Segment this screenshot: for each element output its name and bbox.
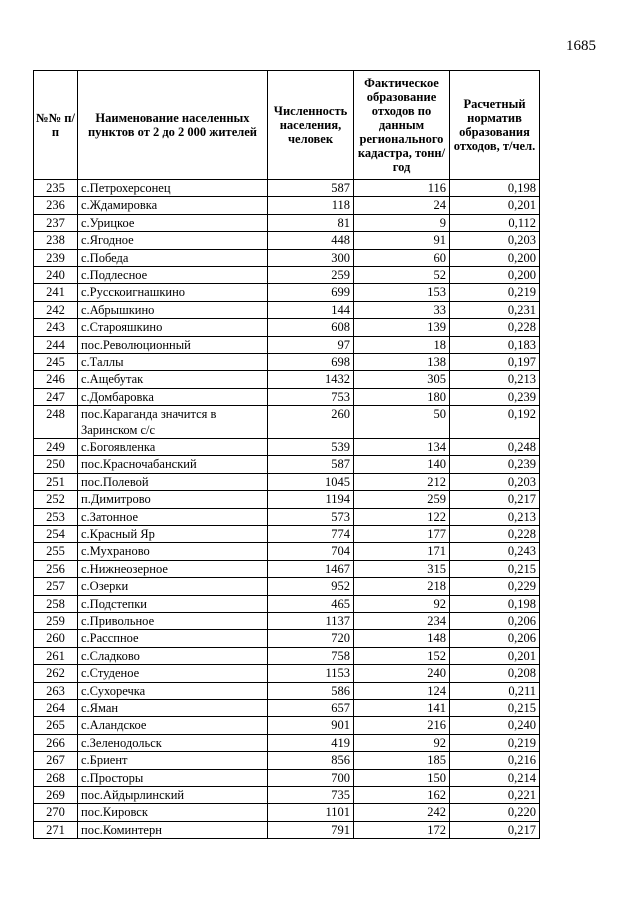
settlement-name: с.Победа bbox=[78, 249, 268, 266]
row-number: 249 bbox=[34, 439, 78, 456]
norm-value: 0,240 bbox=[450, 717, 540, 734]
norm-value: 0,198 bbox=[450, 595, 540, 612]
settlement-name: с.Русскоигнашкино bbox=[78, 284, 268, 301]
population-value: 720 bbox=[268, 630, 354, 647]
row-number: 241 bbox=[34, 284, 78, 301]
settlement-name: с.Мухраново bbox=[78, 543, 268, 560]
waste-value: 92 bbox=[354, 734, 450, 751]
settlement-name: с.Подлесное bbox=[78, 266, 268, 283]
table-row bbox=[34, 508, 540, 525]
settlement-name: п.Димитрово bbox=[78, 491, 268, 508]
norm-value: 0,203 bbox=[450, 232, 540, 249]
waste-value: 177 bbox=[354, 526, 450, 543]
table-row bbox=[34, 319, 540, 336]
waste-value: 122 bbox=[354, 508, 450, 525]
table-row bbox=[34, 284, 540, 301]
settlement-name: с.Ягодное bbox=[78, 232, 268, 249]
population-value: 704 bbox=[268, 543, 354, 560]
population-value: 1432 bbox=[268, 371, 354, 388]
settlement-name: с.Просторы bbox=[78, 769, 268, 786]
waste-value: 116 bbox=[354, 180, 450, 197]
population-value: 587 bbox=[268, 456, 354, 473]
norm-value: 0,228 bbox=[450, 319, 540, 336]
waste-value: 124 bbox=[354, 682, 450, 699]
table-row bbox=[34, 197, 540, 214]
norm-value: 0,248 bbox=[450, 439, 540, 456]
row-number: 264 bbox=[34, 699, 78, 716]
norm-value: 0,206 bbox=[450, 612, 540, 629]
waste-value: 305 bbox=[354, 371, 450, 388]
waste-value: 212 bbox=[354, 473, 450, 490]
settlement-name: с.Ждамировка bbox=[78, 197, 268, 214]
table-row bbox=[34, 336, 540, 353]
settlement-name: пос.Кировск bbox=[78, 804, 268, 821]
norm-value: 0,229 bbox=[450, 578, 540, 595]
waste-value: 140 bbox=[354, 456, 450, 473]
population-value: 144 bbox=[268, 301, 354, 318]
row-number: 259 bbox=[34, 612, 78, 629]
table-row bbox=[34, 180, 540, 197]
settlement-name: с.Зеленодольск bbox=[78, 734, 268, 751]
waste-value: 24 bbox=[354, 197, 450, 214]
population-value: 657 bbox=[268, 699, 354, 716]
table-row bbox=[34, 630, 540, 647]
table-row bbox=[34, 439, 540, 456]
population-value: 260 bbox=[268, 406, 354, 439]
table-row bbox=[34, 647, 540, 664]
settlement-name: пос.Красночабанский bbox=[78, 456, 268, 473]
population-value: 1137 bbox=[268, 612, 354, 629]
header-waste-norm: Расчетный норматив образования отходов, т/чел. bbox=[450, 71, 540, 180]
population-value: 735 bbox=[268, 786, 354, 803]
waste-value: 242 bbox=[354, 804, 450, 821]
waste-value: 134 bbox=[354, 439, 450, 456]
row-number: 253 bbox=[34, 508, 78, 525]
waste-value: 60 bbox=[354, 249, 450, 266]
table-row bbox=[34, 543, 540, 560]
waste-value: 315 bbox=[354, 560, 450, 577]
norm-value: 0,239 bbox=[450, 456, 540, 473]
row-number: 236 bbox=[34, 197, 78, 214]
settlement-name: с.Урицкое bbox=[78, 214, 268, 231]
table-row bbox=[34, 388, 540, 405]
population-value: 118 bbox=[268, 197, 354, 214]
waste-value: 234 bbox=[354, 612, 450, 629]
settlement-name: с.Студеное bbox=[78, 665, 268, 682]
row-number: 270 bbox=[34, 804, 78, 821]
waste-value: 216 bbox=[354, 717, 450, 734]
population-value: 952 bbox=[268, 578, 354, 595]
settlement-name: с.Домбаровка bbox=[78, 388, 268, 405]
table-body bbox=[34, 180, 540, 839]
settlements-waste-table bbox=[33, 70, 540, 839]
settlement-name: с.Богоявленка bbox=[78, 439, 268, 456]
norm-value: 0,221 bbox=[450, 786, 540, 803]
waste-value: 152 bbox=[354, 647, 450, 664]
row-number: 238 bbox=[34, 232, 78, 249]
waste-value: 148 bbox=[354, 630, 450, 647]
table-row bbox=[34, 491, 540, 508]
settlement-name: с.Затонное bbox=[78, 508, 268, 525]
population-value: 774 bbox=[268, 526, 354, 543]
header-settlement-name: Наименование населенных пунктов от 2 до 2 000 жителей bbox=[78, 71, 268, 180]
population-value: 753 bbox=[268, 388, 354, 405]
settlement-name: с.Сухоречка bbox=[78, 682, 268, 699]
settlement-name: пос.Революционный bbox=[78, 336, 268, 353]
norm-value: 0,219 bbox=[450, 734, 540, 751]
norm-value: 0,208 bbox=[450, 665, 540, 682]
row-number: 267 bbox=[34, 752, 78, 769]
table-header-row bbox=[34, 71, 540, 180]
row-number: 263 bbox=[34, 682, 78, 699]
table-row bbox=[34, 406, 540, 439]
row-number: 239 bbox=[34, 249, 78, 266]
norm-value: 0,243 bbox=[450, 543, 540, 560]
settlement-name: с.Озерки bbox=[78, 578, 268, 595]
settlement-name: с.Аландское bbox=[78, 717, 268, 734]
settlement-name: с.Красный Яр bbox=[78, 526, 268, 543]
row-number: 251 bbox=[34, 473, 78, 490]
settlement-name: пос.Коминтерн bbox=[78, 821, 268, 838]
table-row bbox=[34, 301, 540, 318]
row-number: 252 bbox=[34, 491, 78, 508]
norm-value: 0,197 bbox=[450, 353, 540, 370]
waste-value: 162 bbox=[354, 786, 450, 803]
table-row bbox=[34, 612, 540, 629]
waste-value: 259 bbox=[354, 491, 450, 508]
table-row bbox=[34, 682, 540, 699]
norm-value: 0,112 bbox=[450, 214, 540, 231]
table-row bbox=[34, 371, 540, 388]
norm-value: 0,215 bbox=[450, 560, 540, 577]
waste-value: 91 bbox=[354, 232, 450, 249]
table-row bbox=[34, 560, 540, 577]
population-value: 856 bbox=[268, 752, 354, 769]
norm-value: 0,192 bbox=[450, 406, 540, 439]
table-row bbox=[34, 752, 540, 769]
row-number: 250 bbox=[34, 456, 78, 473]
row-number: 256 bbox=[34, 560, 78, 577]
row-number: 258 bbox=[34, 595, 78, 612]
waste-value: 153 bbox=[354, 284, 450, 301]
population-value: 465 bbox=[268, 595, 354, 612]
settlement-name: с.Петрохерсонец bbox=[78, 180, 268, 197]
waste-value: 138 bbox=[354, 353, 450, 370]
waste-value: 141 bbox=[354, 699, 450, 716]
row-number: 268 bbox=[34, 769, 78, 786]
row-number: 269 bbox=[34, 786, 78, 803]
waste-value: 33 bbox=[354, 301, 450, 318]
population-value: 698 bbox=[268, 353, 354, 370]
settlement-name: с.Ащебутак bbox=[78, 371, 268, 388]
row-number: 235 bbox=[34, 180, 78, 197]
waste-value: 185 bbox=[354, 752, 450, 769]
norm-value: 0,217 bbox=[450, 491, 540, 508]
population-value: 901 bbox=[268, 717, 354, 734]
table-row bbox=[34, 717, 540, 734]
norm-value: 0,217 bbox=[450, 821, 540, 838]
population-value: 1194 bbox=[268, 491, 354, 508]
waste-value: 150 bbox=[354, 769, 450, 786]
norm-value: 0,216 bbox=[450, 752, 540, 769]
settlement-name: с.Расспное bbox=[78, 630, 268, 647]
table-row bbox=[34, 473, 540, 490]
table-row bbox=[34, 665, 540, 682]
row-number: 257 bbox=[34, 578, 78, 595]
row-number: 245 bbox=[34, 353, 78, 370]
settlement-name: пос.Караганда значится в Заринском с/с bbox=[78, 406, 268, 439]
norm-value: 0,203 bbox=[450, 473, 540, 490]
row-number: 266 bbox=[34, 734, 78, 751]
norm-value: 0,198 bbox=[450, 180, 540, 197]
header-population: Численность населения, человек bbox=[268, 71, 354, 180]
settlement-name: пос.Полевой bbox=[78, 473, 268, 490]
waste-value: 180 bbox=[354, 388, 450, 405]
settlement-name: с.Бриент bbox=[78, 752, 268, 769]
table-row bbox=[34, 699, 540, 716]
population-value: 419 bbox=[268, 734, 354, 751]
header-actual-waste: Фактическое образование отходов по данным регионального кадастра, тонн/год bbox=[354, 71, 450, 180]
population-value: 1045 bbox=[268, 473, 354, 490]
norm-value: 0,201 bbox=[450, 647, 540, 664]
population-value: 573 bbox=[268, 508, 354, 525]
settlement-name: с.Абрышкино bbox=[78, 301, 268, 318]
waste-value: 171 bbox=[354, 543, 450, 560]
row-number: 271 bbox=[34, 821, 78, 838]
population-value: 259 bbox=[268, 266, 354, 283]
waste-value: 9 bbox=[354, 214, 450, 231]
population-value: 1153 bbox=[268, 665, 354, 682]
norm-value: 0,213 bbox=[450, 508, 540, 525]
population-value: 300 bbox=[268, 249, 354, 266]
row-number: 248 bbox=[34, 406, 78, 439]
settlement-name: с.Яман bbox=[78, 699, 268, 716]
norm-value: 0,220 bbox=[450, 804, 540, 821]
table-row bbox=[34, 804, 540, 821]
settlement-name: с.Подстепки bbox=[78, 595, 268, 612]
waste-value: 92 bbox=[354, 595, 450, 612]
table-row bbox=[34, 595, 540, 612]
waste-value: 52 bbox=[354, 266, 450, 283]
norm-value: 0,200 bbox=[450, 249, 540, 266]
norm-value: 0,213 bbox=[450, 371, 540, 388]
norm-value: 0,239 bbox=[450, 388, 540, 405]
row-number: 243 bbox=[34, 319, 78, 336]
waste-value: 18 bbox=[354, 336, 450, 353]
row-number: 265 bbox=[34, 717, 78, 734]
norm-value: 0,214 bbox=[450, 769, 540, 786]
row-number: 247 bbox=[34, 388, 78, 405]
norm-value: 0,200 bbox=[450, 266, 540, 283]
row-number: 240 bbox=[34, 266, 78, 283]
waste-value: 240 bbox=[354, 665, 450, 682]
population-value: 699 bbox=[268, 284, 354, 301]
population-value: 97 bbox=[268, 336, 354, 353]
table-row bbox=[34, 578, 540, 595]
norm-value: 0,215 bbox=[450, 699, 540, 716]
row-number: 244 bbox=[34, 336, 78, 353]
settlement-name: с.Нижнеозерное bbox=[78, 560, 268, 577]
row-number: 262 bbox=[34, 665, 78, 682]
table-row bbox=[34, 786, 540, 803]
population-value: 1467 bbox=[268, 560, 354, 577]
settlement-name: пос.Айдырлинский bbox=[78, 786, 268, 803]
population-value: 1101 bbox=[268, 804, 354, 821]
norm-value: 0,201 bbox=[450, 197, 540, 214]
settlement-name: с.Сладково bbox=[78, 647, 268, 664]
row-number: 261 bbox=[34, 647, 78, 664]
norm-value: 0,231 bbox=[450, 301, 540, 318]
table-row bbox=[34, 232, 540, 249]
table-row bbox=[34, 266, 540, 283]
norm-value: 0,228 bbox=[450, 526, 540, 543]
population-value: 587 bbox=[268, 180, 354, 197]
population-value: 700 bbox=[268, 769, 354, 786]
settlement-name: с.Таллы bbox=[78, 353, 268, 370]
population-value: 81 bbox=[268, 214, 354, 231]
row-number: 255 bbox=[34, 543, 78, 560]
table-row bbox=[34, 526, 540, 543]
settlement-name: с.Старояшкино bbox=[78, 319, 268, 336]
population-value: 539 bbox=[268, 439, 354, 456]
norm-value: 0,206 bbox=[450, 630, 540, 647]
row-number: 246 bbox=[34, 371, 78, 388]
waste-value: 139 bbox=[354, 319, 450, 336]
population-value: 791 bbox=[268, 821, 354, 838]
row-number: 242 bbox=[34, 301, 78, 318]
waste-value: 50 bbox=[354, 406, 450, 439]
row-number: 254 bbox=[34, 526, 78, 543]
population-value: 758 bbox=[268, 647, 354, 664]
table-row bbox=[34, 249, 540, 266]
page-number: 1685 bbox=[566, 38, 596, 54]
norm-value: 0,219 bbox=[450, 284, 540, 301]
population-value: 608 bbox=[268, 319, 354, 336]
settlement-name: с.Привольное bbox=[78, 612, 268, 629]
table-row bbox=[34, 456, 540, 473]
table-row bbox=[34, 353, 540, 370]
table-row bbox=[34, 214, 540, 231]
population-value: 448 bbox=[268, 232, 354, 249]
table-row bbox=[34, 821, 540, 838]
row-number: 260 bbox=[34, 630, 78, 647]
norm-value: 0,183 bbox=[450, 336, 540, 353]
table-row bbox=[34, 734, 540, 751]
waste-value: 218 bbox=[354, 578, 450, 595]
waste-value: 172 bbox=[354, 821, 450, 838]
header-number: №№ п/п bbox=[34, 71, 78, 180]
row-number: 237 bbox=[34, 214, 78, 231]
population-value: 586 bbox=[268, 682, 354, 699]
table-row bbox=[34, 769, 540, 786]
norm-value: 0,211 bbox=[450, 682, 540, 699]
